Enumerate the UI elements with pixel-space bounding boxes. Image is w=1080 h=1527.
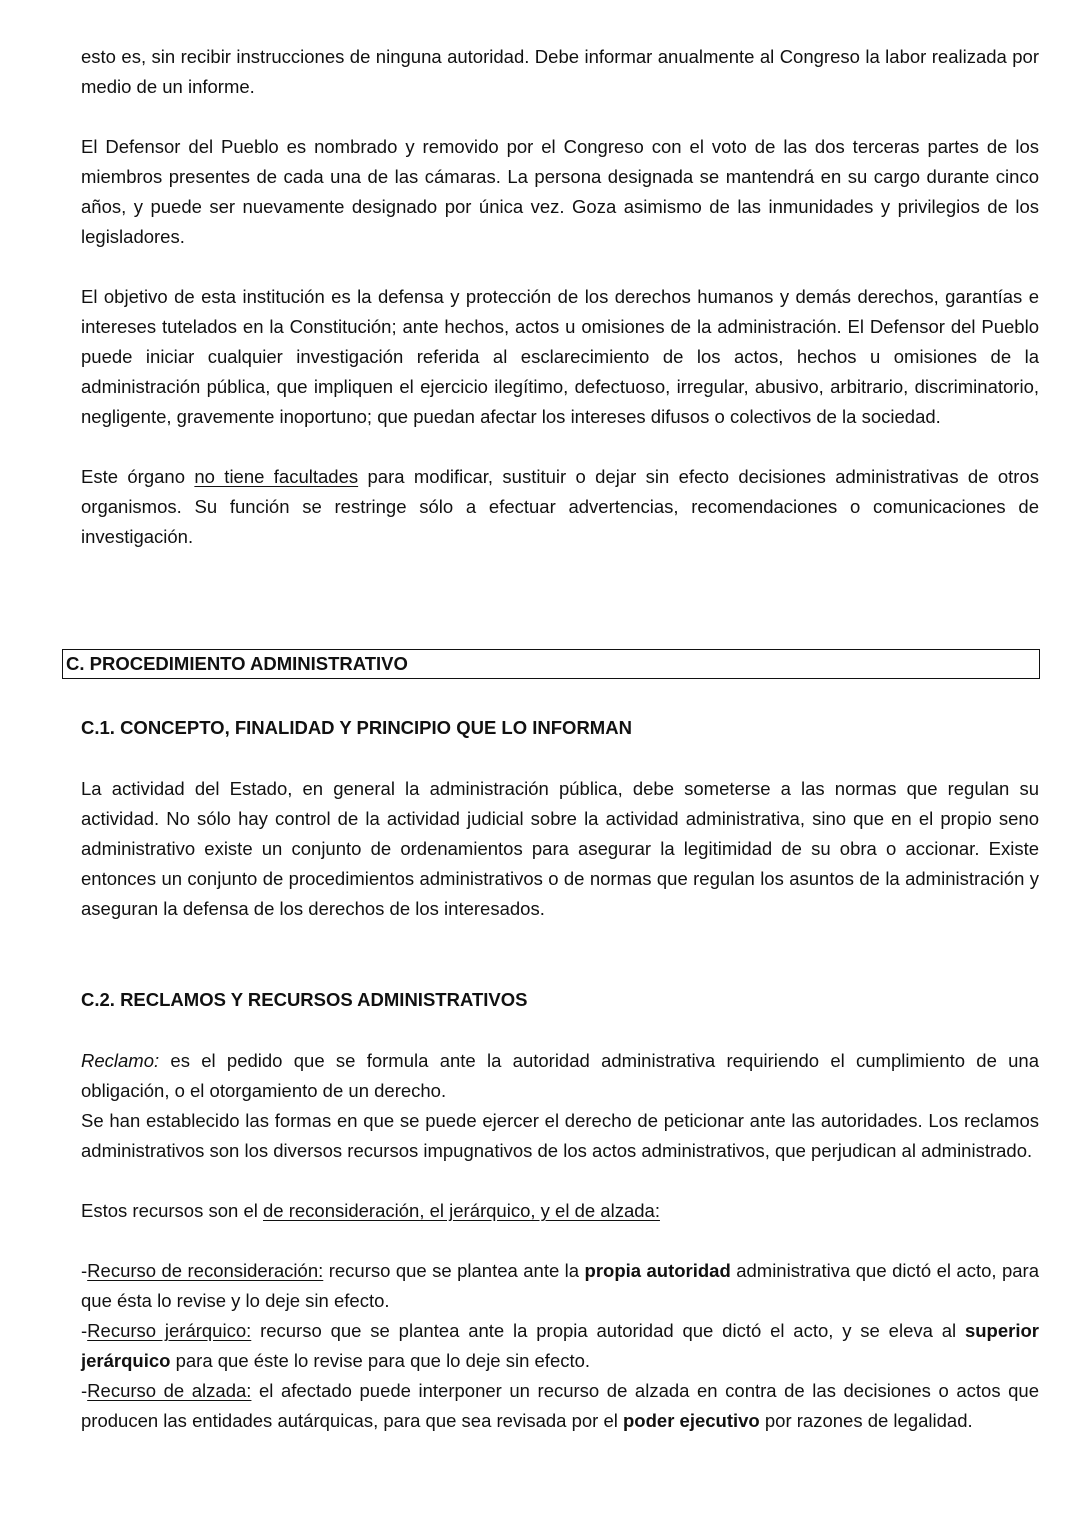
item-dash: - [81,1380,88,1401]
item1-term: Recurso de reconsideración: [87,1260,324,1281]
item1-text-c: administrativa que dictó el acto, para que ésta lo revise y lo deje sin efecto. [81,1260,1039,1311]
item2-term: Recurso jerárquico: [87,1320,252,1341]
section-c-title: C. PROCEDIMIENTO ADMINISTRATIVO [62,649,1040,679]
item3-term: Recurso de alzada: [87,1380,252,1401]
reclamo-paragraph [81,1046,1039,1106]
c2-heading: C.2. RECLAMOS Y RECURSOS ADMINISTRATIVOS [81,989,528,1010]
reclamo-term: Reclamo: [81,1050,160,1071]
item3-text-a: el afectado puede interponer un recurso de alzada en contra de las decisiones o actos que producen las entidades autárquicas, para que sea revisada por el [81,1380,1039,1431]
c2-paragraph-2: Se han establecido las formas en que se puede ejercer el derecho de peticionar ante las autoridades. Los reclamos administrativos son los diversos recursos impugnativos de los actos administrativos, que perjudican al administrado. [81,1110,1039,1161]
intro-p4-pre: Este órgano [81,466,195,487]
intro-paragraph-1: esto es, sin recibir instrucciones de ninguna autoridad. Debe informar anualmente al Congreso la labor realizada por medio de un informe. [81,46,1039,97]
intro-p4-post: para modificar, sustituir o dejar sin efecto decisiones administrativas de otros organismos. Su función se restringe sólo a efectuar advertencias, recomendaciones o comunicaciones de investigación. [81,466,1040,547]
recursos-pre: Estos recursos son el [81,1200,263,1221]
item3-bold: poder ejecutivo [623,1410,760,1431]
recurso-item-jerarquico [81,1316,1039,1376]
c1-paragraph-1: La actividad del Estado, en general la administración pública, debe someterse a las normas que regulan su actividad. No sólo hay control de la actividad judicial sobre la actividad administrativa, sino que en el propio seno administrativo existe un conjunto de ordenamientos para asegurar la legitimidad de su obra o accionar. Existe entonces un conjunto de procedimientos administrativos o de normas que regulan los asuntos de la administración y aseguran la defensa de los derechos de los interesados. [81,778,1039,919]
item-dash: - [81,1260,88,1281]
intro-paragraph-3: El objetivo de esta institución es la defensa y protección de los derechos humanos y demás derechos, garantías e intereses tutelados en la Constitución; ante hechos, actos u omisiones de la administración. El Defensor del Pueblo puede iniciar cualquier investigación referida al esclarecimiento de los actos, hechos u omisiones de la administración pública, que impliquen el ejercicio ilegítimo, defectuoso, irregular, abusivo, arbitrario, discriminatorio, negligente, gravemente inoportuno; que puedan afectar los intereses difusos o colectivos de la sociedad. [81,286,1039,427]
recursos-list-underlined: de reconsideración, el jerárquico, y el de alzada: [263,1200,660,1221]
reclamo-definition: es el pedido que se formula ante la autoridad administrativa requiriendo el cumplimiento de una obligación, o el otorgamiento de un derecho. [81,1050,1039,1101]
item3-text-c: por razones de legalidad. [759,1410,973,1431]
recurso-item-reconsideracion [81,1256,1039,1316]
item1-text-a: recurso que se plantea ante la [323,1260,585,1281]
item2-text-a: recurso que se plantea ante la propia autoridad que dictó el acto, y se eleva al [251,1320,965,1341]
intro-paragraph-4 [81,462,1039,552]
item2-bold: superior jerárquico [81,1320,1039,1371]
recursos-intro [81,1196,1039,1226]
item-dash: - [81,1320,88,1341]
item2-text-c: para que éste lo revise para que lo deje sin efecto. [170,1350,591,1371]
intro-section [81,42,1039,552]
c2-body [81,1046,1039,1436]
item1-bold: propia autoridad [584,1260,731,1281]
c1-heading: C.1. CONCEPTO, FINALIDAD Y PRINCIPIO QUE LO INFORMAN [81,717,632,738]
c1-body [81,774,1039,924]
recurso-item-alzada [81,1376,1039,1436]
intro-p4-underlined: no tiene facultades [194,466,359,487]
intro-paragraph-2: El Defensor del Pueblo es nombrado y removido por el Congreso con el voto de las dos terceras partes de los miembros presentes de cada una de las cámaras. La persona designada se mantendrá en su cargo durante cinco años, y puede ser nuevamente designado por única vez. Goza asimismo de las inmunidades y privilegios de los legisladores. [81,136,1039,247]
